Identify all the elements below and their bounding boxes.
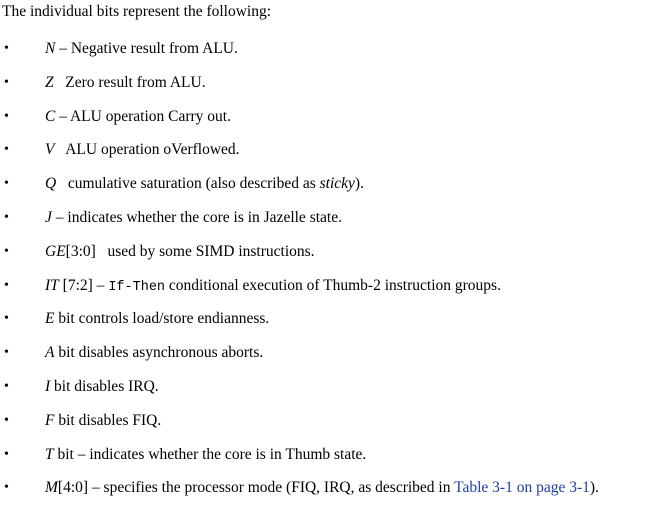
- item-description: used by some SIMD instructions.: [95, 242, 315, 260]
- list-item-it: [0, 276, 647, 310]
- bit-symbol: V: [45, 141, 55, 159]
- item-description: Zero result from ALU.: [53, 73, 206, 91]
- item-text: [45, 140, 240, 160]
- item-text: [45, 208, 342, 228]
- bit-symbol: Q: [45, 175, 57, 193]
- list-item-n: [0, 39, 647, 73]
- list-item-j: [0, 208, 647, 242]
- item-text: [45, 445, 366, 465]
- bullet: •: [4, 176, 9, 192]
- item-description: – ALU operation Carry out.: [55, 107, 231, 125]
- bit-symbol: I: [45, 377, 51, 395]
- list-item-t: [0, 445, 647, 479]
- bullet: •: [4, 243, 9, 259]
- item-description: cumulative saturation (also described as: [56, 175, 320, 193]
- bit-list: [0, 39, 647, 512]
- bit-symbol: E: [45, 310, 55, 328]
- item-text: [45, 276, 501, 298]
- list-item-a: [0, 343, 647, 377]
- bullet: •: [4, 345, 9, 361]
- bit-symbol: Z: [45, 73, 54, 91]
- bit-range: [7:2] –: [58, 276, 109, 294]
- bullet: •: [4, 412, 9, 428]
- bullet: •: [4, 209, 9, 225]
- item-text: [45, 73, 206, 93]
- list-item-e: [0, 309, 647, 343]
- item-text: [45, 39, 238, 59]
- list-item-q: [0, 174, 647, 208]
- bullet: •: [4, 74, 9, 90]
- item-text: [45, 377, 159, 397]
- item-description: bit disables asynchronous aborts.: [54, 344, 264, 362]
- item-description: bit controls load/store endianness.: [54, 310, 270, 328]
- intro-text: The individual bits represent the following:: [2, 3, 272, 20]
- item-description: conditional execution of Thumb-2 instruction groups.: [165, 276, 501, 294]
- item-description: ALU operation oVerflowed.: [54, 141, 240, 159]
- bullet: •: [4, 446, 9, 462]
- bit-symbol: GE: [45, 242, 66, 260]
- item-text: [45, 242, 315, 262]
- list-item-z: [0, 73, 647, 107]
- bit-symbol: IT: [45, 276, 59, 294]
- bit-symbol: A: [45, 344, 55, 362]
- list-item-ge: [0, 242, 647, 276]
- bullet: •: [4, 277, 9, 293]
- table-reference-link[interactable]: Table 3-1 on page 3-1: [454, 479, 590, 497]
- item-text: [45, 478, 599, 498]
- item-description: bit – indicates whether the core is in Thumb state.: [53, 445, 367, 463]
- bit-symbol: F: [45, 411, 55, 429]
- item-emphasis: sticky: [319, 175, 355, 193]
- bit-symbol: J: [45, 208, 52, 226]
- item-description-end: ).: [354, 175, 364, 193]
- bit-symbol: N: [45, 40, 56, 57]
- bullet: •: [4, 142, 9, 158]
- bullet: •: [4, 311, 9, 327]
- item-description: – indicates whether the core is in Jazelle state.: [51, 208, 342, 226]
- item-text: [45, 309, 269, 329]
- bullet: •: [4, 378, 9, 394]
- item-text: [45, 107, 231, 127]
- item-description: bit disables IRQ.: [50, 377, 159, 395]
- item-text: [45, 411, 161, 431]
- item-description: ).: [589, 479, 599, 497]
- bit-symbol: C: [45, 107, 56, 125]
- item-description: bit disables FIQ.: [54, 411, 162, 429]
- list-item-m: [0, 478, 647, 512]
- list-item-f: [0, 411, 647, 445]
- bullet: •: [4, 480, 9, 496]
- bit-range: [3:0]: [65, 242, 96, 260]
- list-item-v: [0, 140, 647, 174]
- list-item-i: [0, 377, 647, 411]
- bit-symbol: T: [45, 445, 54, 463]
- bullet: •: [4, 108, 9, 124]
- bullet: •: [4, 41, 9, 56]
- list-item-c: [0, 107, 647, 141]
- item-text: [45, 343, 263, 363]
- item-description: – Negative result from ALU.: [55, 40, 238, 57]
- bit-range: [4:0] – specifies the processor mode (FIQ, IRQ, as described in: [57, 479, 455, 497]
- item-text: [45, 174, 364, 194]
- bit-symbol: M: [45, 479, 58, 497]
- code-term: If-Then: [108, 279, 166, 295]
